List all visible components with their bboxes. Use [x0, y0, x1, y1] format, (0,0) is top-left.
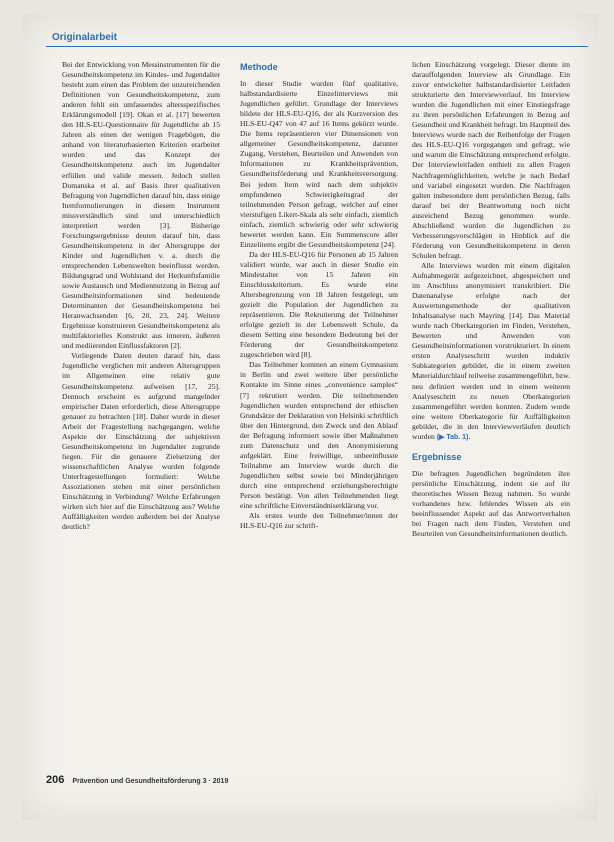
paragraph-end: . [468, 431, 471, 441]
page-number: 206 [46, 774, 65, 786]
results-heading: Ergebnisse [412, 451, 462, 462]
paragraph: Die befragten Jugendlichen begründeten ihre persönliche Einschätzung, indem sie auf ihr theoretisches Wissen Bezug nahmen. So wurde vorhandenes bzw. fehlendes Wissen als ein beeinflussender Aspekt auf das Antwortverhalten bei Fragen nach dem Finden, Verstehen und Beurteilen von Gesundheitsinformationen deutlich. [412, 468, 570, 539]
paragraph [412, 261, 570, 443]
journal-name: Prävention und Gesundheitsförderung 3 · 2019 [72, 778, 229, 785]
table-reference-link[interactable]: (▶ Tab. 1) [436, 433, 469, 441]
section-header-label: Originalarbeit [52, 32, 118, 43]
page-footer [46, 774, 228, 786]
paragraph: lichen Einschätzung vorgelegt. Dieser diente im darauffolgenden Interview als Grundlage. Ein zuvor entwickelter halbstandardisierter Leitfaden strukturierte den Interviewverlauf. Im Interview wurden die Jugendlichen mit einer Einstiegsfrage zu ihren persönlichen Erfahrungen in Bezug auf Gesundheit und Krankheit befragt. Im Hauptteil des Interviews wurde nach der Reihenfolge der Fragen des HLS-EU-Q16 vorgegangen und gefragt, wie und warum die Einschätzung entsprechend erfolgte. Der Interviewleitfaden enthielt zu allen Fragen Nachfragemöglichkeiten, welche je nach Bedarf und variabel eingesetzt wurden. Die Nachfragen galten insbesondere dem persönlichen Bezug, falls darauf bei der Beantwortung noch nicht ausreichend Bezug genommen wurde. Abschließend wurden die Jugendlichen zu Verbesserungsvorschlägen in Hinblick auf die Förderung von Gesundheitskompetenz in deren Schulen befragt. [412, 60, 570, 260]
paragraph: Da der HLS-EU-Q16 für Personen ab 15 Jahren validiert wurde, war auch in dieser Studie ein Mindestalter von 15 Jahren ein Einschlusskriterium. Es wurde eine Altersbegrenzung von 18 Jahren festgelegt, um gezielt die Population der Jugendlichen zu repräsentieren. Die Rekrutierung der Teilnehmer erfolgte gezielt in der Lebenswelt Schule, da diesem Setting eine besondere Bedeutung bei der Förderung der Gesundheitskompetenz zugeschrieben wird [8]. [240, 249, 398, 360]
paragraph: Als erstes wurde den Teilnehmer/innen der HLS-EU-Q16 zur schrift- [240, 511, 398, 531]
paragraph: Bei der Entwicklung von Messinstrumenten für die Gesundheitskompetenz im Kindes- und Jugendalter besteht zum einen das Problem der unzureichenden Definitionen von Gesundheitskompetenz, zum anderen fehlt ein umfassendes altersspezifisches Erklärungsmodell [19]. Okan et al. [17] bewerten den HLS-EU-Questionnaire für Jugendliche ab 15 Jahren als einen der wenigen Fragebögen, die anhand von literaturbasierten Kriterien erarbeitet wurden und das Konzept der Gesundheitskompetenz auch im Jugendalter erfüllen und valide messen. Jedoch stellen Domanska et al. auf Basis ihrer qualitativen Befragung von Jugendlichen darauf hin, dass einige Itemformulierungen in diesem Instrument missverständlich sind und unterschiedlich interpretiert werden [3]. Bisherige Forschungsergebnisse deuten darauf hin, dass Gesundheitskompetenz in der Altersgruppe der Kinder und Jugendlichen v. a. durch die entsprechenden Lebenswelten beeinflusst werden. Bildungsgrad und Wohlstand der Herkunftsfamilie sowie Austausch und Mediennutzung in Bezug auf Gesundheitsinformationen sind bedeutende Determinanten der Gesundheitskompetenz bei Heranwachsenden [6, 20, 23, 24]. Weitere Ergebnisse konstruieren Gesundheitskompetenz als multifaktorielles Konstrukt aus inneren, äußeren und mediierenden Einflussfaktoren [2]. [62, 60, 220, 351]
text-column-3 [412, 60, 570, 539]
paragraph: Das Teilnehmer kommen an einem Gymnasium in Berlin und zwei weitere über persönliche Kontakte im Sinne eines „convenience samples“ [7] rekrutiert werden. Die teilnehmenden Jugendlichen wurden entsprechend der ethischen Grundsätze der Deklaration von Helsinki schriftlich über den Hintergrund, den Zweck und den Ablauf der Befragung informiert sowie über Maßnahmen zum Datenschutz und den Anonymisierung aufgeklärt. Eine freiwillige, unbeeinflusste Teilnahme am Interview wurde durch die Jugendlichen selbst sowie bei Minderjährigen durch eine entsprechend erziehungsberechtigte Person bestätigt. Von allen Teilnehmenden liegt eine schriftliche Einverständniserklärung vor. [240, 360, 398, 511]
paragraph: In dieser Studie wurden fünf qualitative, halbstandardisierte Einzelinterviews mit Jugendlichen geführt. Grundlage der Interviews bildete der HLS-EU-Q16, der als Kurzversion des HLS-EU-Q47 von 47 auf 16 Items gekürzt wurde. Die Items repräsentieren vier Dimensionen von allgemeiner Gesundheitskompetenz, darunter Zugang, Verstehen, Beurteilen und Anwenden von Informationen zu Krankheitsprävention, Gesundheitsförderung und Krankheitsversorgung. Bei jedem Item wird nach dem subjektiv empfundenen Schwierigkeitsgrad der teilnehmenden Person gefragt, welcher auf einer vierstufigen Likert-Skala als sehr einfach, ziemlich einfach, ziemlich schwierig oder sehr schwierig bewertet werden kann. Ein Summenscore aller Einzelitems ergibt die Gesundheitskompetenz [24]. [240, 79, 398, 249]
text-column-2 [240, 60, 398, 531]
methods-heading: Methode [240, 62, 278, 72]
text-column-1 [62, 60, 220, 532]
paragraph-text: Alle Interviews wurden mit einem digitalen Aufnahmegerät aufgezeichnet, abgespeichert und im Anschluss anonymisiert transkribiert. Die Datenanalyse erfolgte nach der Auswertungsmethode der qualitativen Inhaltsanalyse nach Mayring [14]. Das Material wurde nach Oberkategorien im Finden, Verstehen, Bewerten und Anwenden von Gesundheitsinformationen vorstrukturiert. In einem ersten Analyseschritt wurden induktiv Subkategorien gebildet, die in einem zweiten Materialdurchlauf teilweise zusammengeführt, bzw. neu definiert werden und in einem weiteren Analyseschritt zu neuen Oberkategorien zusammengeführt werden konnten. Zudem wurde eine weitere Oberkategorie für Auffälligkeiten gebildet, die in den Interviewverläufen deutlich wurden [412, 260, 570, 441]
paragraph: Vorliegende Daten deuten darauf hin, dass Jugendliche verglichen mit anderen Altersgruppen im Allgemeinen eine relativ gute Gesundheitskompetenz aufweisen [17, 25]. Dennoch erscheint es aufgrund mangelnder empirischer Daten erforderlich, diese Altersgruppe genauer zu betrachten [18]. Daher wurde in dieser Arbeit der Fragestellung nachgegangen, welche Aspekte der Einschätzung der subjektiven Gesundheitskompetenz im Jugendalter zugrunde liegen. Für die genauere Zielsetzung der wissenschaftlichen Analyse wurden folgende Unterfragestellungen formuliert: Welche Assoziationen stehen mit einer persönlichen Einschätzung in Verbindung? Welche Erfahrungen wirken sich hier auf die Einschätzung aus? Welche Auffälligkeiten werden außerdem bei der Analyse deutlich? [62, 351, 220, 532]
header-divider [46, 46, 588, 47]
